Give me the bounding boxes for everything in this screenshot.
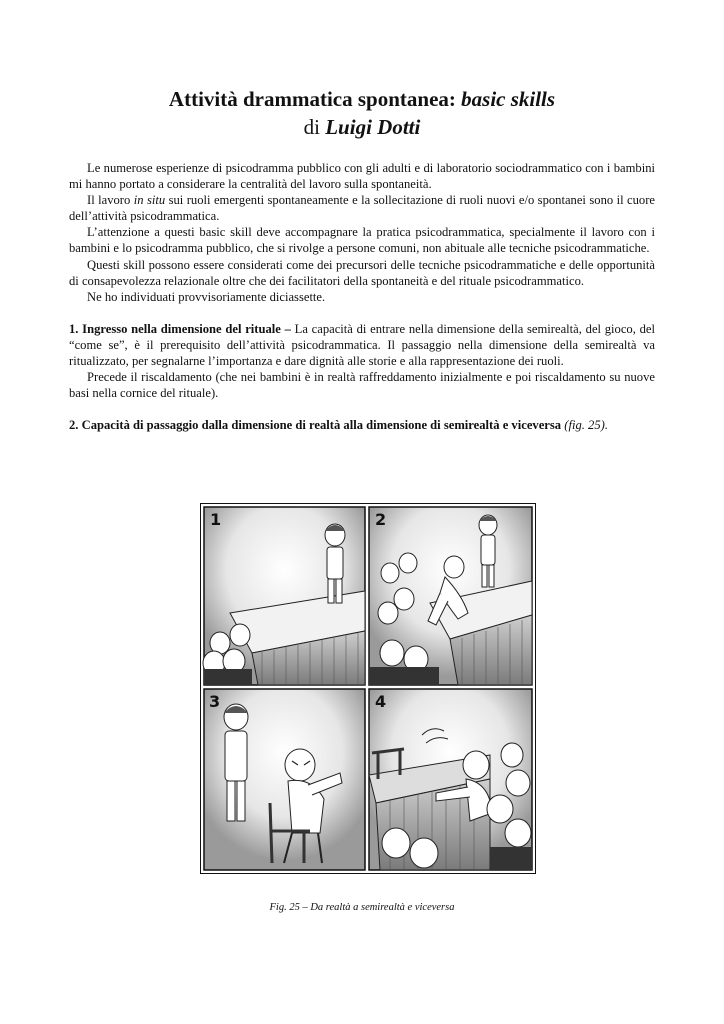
paragraph: Ne ho individuati provvisoriamente diciassette.	[87, 289, 326, 304]
svg-text:4: 4	[375, 692, 387, 711]
comic-panel-3	[204, 689, 365, 870]
paragraph-text: Il lavoro	[87, 193, 134, 208]
paragraph: Le numerose esperienze di psicodramma pubblico con gli adulti e di laboratorio sociodrammatico con i bambini mi hanno portato a considerare la centralità del lavoro sulla spontaneità.	[69, 161, 655, 192]
paragraph: Questi skill possono essere considerati come dei precursori delle tecniche psicodrammatiche e delle opportunità di consapevolezza relazionale oltre che dei facilitatori della spontaneità e del rituale psicodrammatico.	[69, 257, 655, 288]
paragraph: Precede il riscaldamento (che nei bambini è in realtà raffreddamento inizialmente e poi riscaldamento su nuove basi nella cornice del rituale).	[69, 370, 655, 401]
author-name: Luigi Dotti	[325, 115, 421, 139]
document-body	[69, 160, 655, 433]
section-1-heading: 1. Ingresso nella dimensione del rituale –	[69, 321, 291, 336]
section-2	[69, 417, 655, 433]
svg-text:3: 3	[209, 692, 221, 711]
paragraph-text: sui ruoli emergenti spontaneamente e la sollecitazione di ruoli nuovi e/o spontanei sono il cuore dell’attività psicodrammatica.	[69, 193, 655, 224]
comic-panel-2	[369, 507, 532, 685]
paragraph: L’attenzione a questi basic skill deve accompagnare la pratica psicodrammatica, specialmente il lavoro con i bambini e lo psicodramma pubblico, che si rivolge a persone comuni, non abituale alle tecniche psicodrammatiche.	[69, 225, 655, 256]
paragraph	[69, 192, 655, 224]
section-1-text: La capacità di entrare nella dimensione della semirealtà, del gioco, del “come se”, è il prerequisito dell’attività psicodrammatica. Il passaggio nella dimensione della semirealtà va ritualizzato, per segnalarne l’importanza e dare dignità alle storie e alla rappresentazione dei ruoli.	[69, 321, 655, 369]
document-title	[69, 86, 655, 112]
comic-figure	[200, 503, 536, 874]
document-byline	[69, 114, 655, 140]
section-1	[69, 321, 655, 369]
comic-panel-4	[369, 689, 532, 870]
paragraph-italic: in situ	[133, 193, 166, 208]
byline-prefix: di	[303, 115, 326, 139]
title-italic: basic skills	[461, 87, 556, 111]
title-main: Attività drammatica spontanea:	[168, 87, 462, 111]
section-2-heading: 2. Capacità di passaggio dalla dimensione di realtà alla dimensione di semirealtà e viceversa	[69, 418, 562, 433]
figure-reference: (fig. 25).	[564, 418, 608, 433]
svg-text:2: 2	[375, 510, 387, 529]
comic-panel-1	[203, 507, 365, 685]
svg-text:1: 1	[210, 510, 222, 529]
figure-caption: Fig. 25 – Da realtà a semirealtà e viceversa	[269, 902, 455, 913]
